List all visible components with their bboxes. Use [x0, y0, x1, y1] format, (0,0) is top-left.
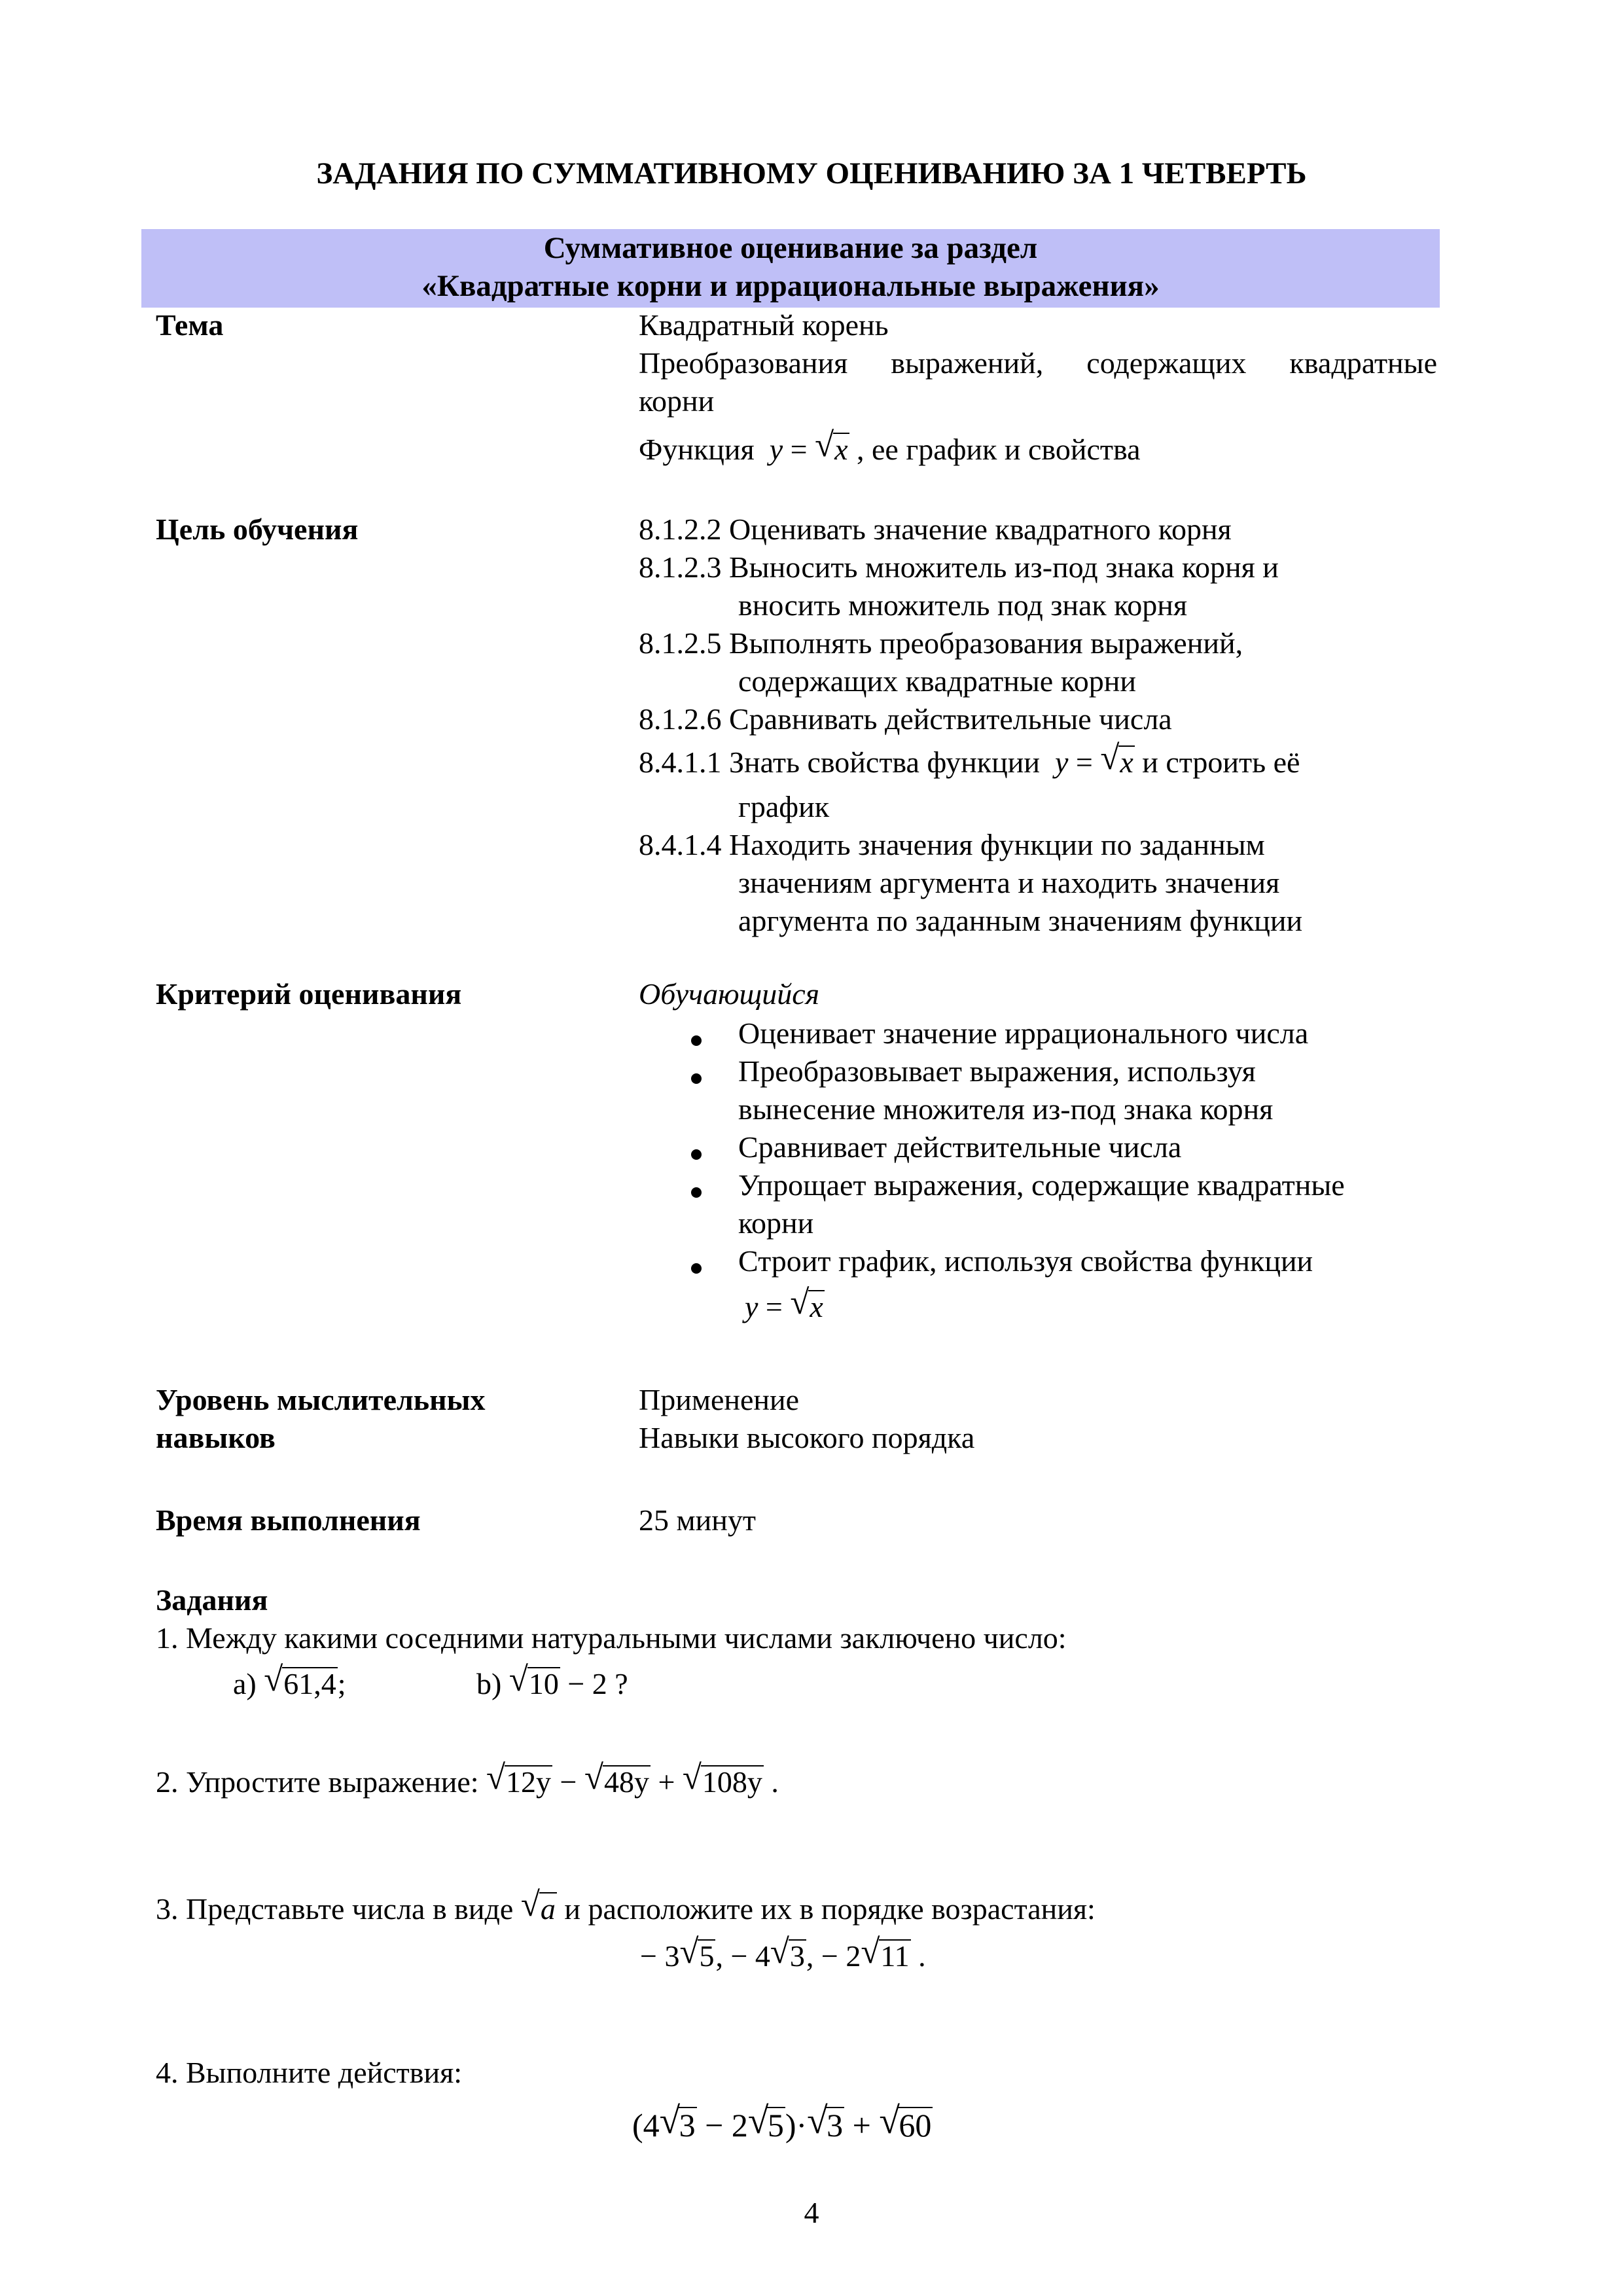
bullet-icon: [691, 1149, 702, 1160]
page-title: ЗАДАНИЯ ПО СУММАТИВНОМУ ОЦЕНИВАНИЮ ЗА 1 ЧЕТВЕРТЬ: [316, 156, 1307, 190]
criterion-2a: Преобразовывает выражения, используя: [738, 1054, 1256, 1088]
criterion-5-formula: y = √ x: [745, 1283, 823, 1323]
criterion-3: Сравнивает действительные числа: [738, 1130, 1182, 1164]
sqrt-108y: √ 108y: [682, 1759, 762, 1799]
tema-function-prefix: Функция: [639, 433, 755, 466]
sqrt-48y: √ 48y: [584, 1759, 649, 1799]
criterion-4b: корни: [738, 1206, 814, 1240]
bullet-icon: [691, 1187, 702, 1198]
goal-5a: 8.4.1.1 Знать свойства функции y = √ x и строить её: [639, 739, 1300, 779]
task-3-numbers: − 3 √ 5, − 4 √ 3, − 2 √ 11 .: [640, 1933, 926, 1973]
tema-label: Тема: [156, 308, 224, 342]
goal-1: 8.1.2.2 Оценивать значение квадратного корня: [639, 512, 1232, 546]
time-label: Время выполнения: [156, 1503, 421, 1537]
goal-5b: график: [738, 790, 830, 823]
bullet-icon: [691, 1073, 702, 1084]
sqrt-x: √ x: [790, 1283, 823, 1323]
goal-2a: 8.1.2.3 Выносить множитель из-под знака корня и: [639, 550, 1279, 584]
sqrt-x: √ x: [1100, 739, 1133, 779]
skills-label-2: навыков: [156, 1421, 276, 1454]
sqrt-5: √ 5: [679, 1933, 715, 1973]
section-banner: [141, 229, 1440, 308]
goal-2b: вносить множитель под знак корня: [738, 588, 1188, 622]
task-1b: b) √ 10 − 2 ?: [476, 1660, 628, 1700]
sqrt-3: √ 3: [807, 2100, 844, 2144]
sqrt-12y: √ 12y: [486, 1759, 552, 1799]
sqrt-x: √ x: [815, 426, 848, 466]
sqrt-11: √ 11: [861, 1933, 910, 1973]
sqrt-61-4: √ 61,4: [264, 1660, 336, 1700]
math-y: y: [769, 433, 783, 466]
skills-value-1: Применение: [639, 1383, 800, 1416]
goal-3a: 8.1.2.5 Выполнять преобразования выражений,: [639, 626, 1243, 660]
time-value: 25 минут: [639, 1503, 756, 1537]
criteria-label: Критерий оценивания: [156, 977, 462, 1011]
task-1-text: 1. Между какими соседними натуральными числами заключено число:: [156, 1621, 1067, 1655]
goal-3b: содержащих квадратные корни: [738, 664, 1136, 698]
sqrt-60: √ 60: [879, 2100, 932, 2144]
tema-line-1: Квадратный корень: [639, 308, 889, 342]
tema-function-suffix: , ее график и свойства: [857, 433, 1141, 466]
math-eq: =: [790, 433, 808, 466]
criterion-1: Оценивает значение иррационального числа: [738, 1016, 1309, 1050]
tema-line-2a: Преобразования выражений, содержащих квадратные: [639, 346, 1437, 380]
criterion-4a: Упрощает выражения, содержащие квадратные: [738, 1168, 1345, 1202]
task-4-text: 4. Выполните действия:: [156, 2056, 463, 2089]
goal-6a: 8.4.1.4 Находить значения функции по заданным: [639, 828, 1265, 861]
goal-6b: значениям аргумента и находить значения: [738, 866, 1280, 899]
tasks-label: Задания: [156, 1583, 268, 1617]
page-number: 4: [804, 2196, 819, 2229]
bullet-icon: [691, 1263, 702, 1274]
goals-label: Цель обучения: [156, 512, 359, 546]
task-3: 3. Представьте числа в виде √ a и расположите их в порядке возрастания:: [156, 1886, 1096, 1926]
task-2: 2. Упростите выражение: √ 12y − √ 48y + √ 108y .: [156, 1759, 779, 1799]
sqrt-10: √ 10: [508, 1660, 559, 1700]
banner-line-2: «Квадратные корни и иррациональные выражения»: [421, 269, 1160, 303]
sqrt-3: √ 3: [770, 1933, 805, 1973]
sqrt-5: √ 5: [747, 2100, 784, 2144]
criteria-intro: Обучающийся: [639, 977, 820, 1011]
task-1a: a) √ 61,4;: [233, 1660, 346, 1700]
sqrt-a: √ a: [520, 1886, 556, 1926]
criterion-5: Строит график, используя свойства функции: [738, 1244, 1313, 1278]
tema-line-2b: корни: [639, 384, 715, 418]
banner-line-1: Суммативное оценивание за раздел: [543, 231, 1038, 265]
task-4-expression: (4 √ 3 − 2 √ 5)· √ 3 + √ 60: [632, 2100, 932, 2144]
goal-4: 8.1.2.6 Сравнивать действительные числа: [639, 702, 1172, 736]
criterion-2b: вынесение множителя из-под знака корня: [738, 1092, 1274, 1126]
sqrt-3: √ 3: [659, 2100, 696, 2144]
bullet-icon: [691, 1035, 702, 1046]
goal-6c: аргумента по заданным значениям функции: [738, 904, 1303, 937]
tema-line-3: [639, 426, 1141, 467]
skills-value-2: Навыки высокого порядка: [639, 1421, 975, 1454]
skills-label-1: Уровень мыслительных: [156, 1383, 486, 1416]
